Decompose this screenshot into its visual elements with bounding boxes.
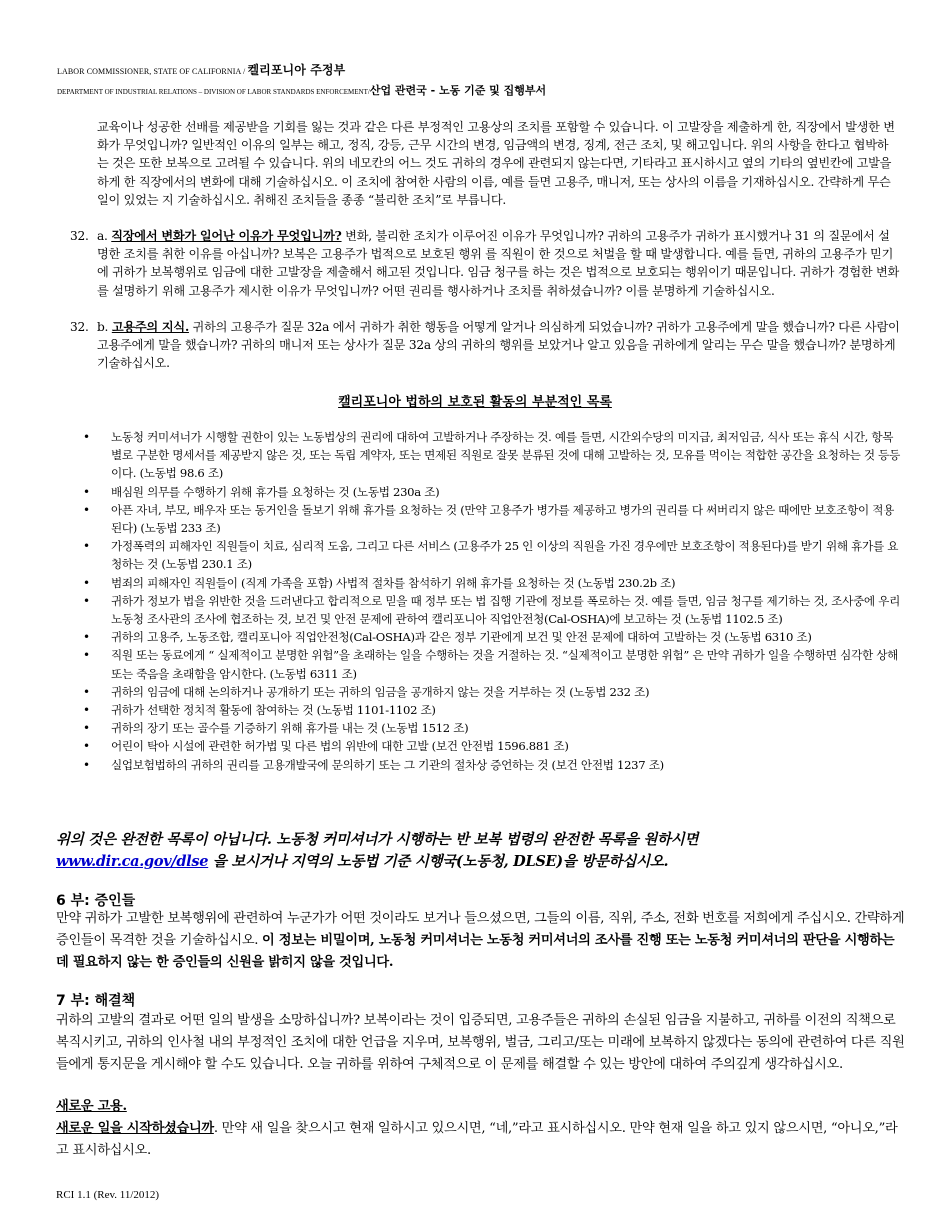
header-separator: /: [240, 67, 248, 76]
question-letter: b.: [97, 320, 109, 334]
agency-ko: 켈리포니아 주정부: [247, 63, 346, 77]
dlse-website-link[interactable]: www.dir.ca.gov/dlse: [56, 853, 209, 870]
question-number: 32.: [70, 229, 89, 243]
part7-text: 귀하의 고발의 결과로 어떤 일의 발생을 소망하십니까? 보복이라는 것이 입증되면, 고용주들은 귀하의 손실된 임금을 지불하고, 귀하를 이전의 직책으로 복직시키고, 귀하의 인사철 내의 부정적인 조치에 대한 언급을 지우며, 보복행위, 벌금, 그리고/또는 미래에 보복하지 않겠다는 동의에 관련하여 다른 직원들에게 통지문을 게시해야 할 수도 있습니다. 오늘 귀하를 위하여 구체적으로 이 문제를 해결할 수 있는 방안에 대하여 주의깊게 생각하십시오.: [56, 1013, 905, 1072]
dept-en: DEPARTMENT OF INDUSTRIAL RELATIONS – DIVISION OF LABOR STANDARDS ENFORCEMENT/: [57, 88, 370, 96]
list-item: • 노동청 커미셔너가 시행할 권한이 있는 노동법상의 권리에 대하여 고발하거나 주장하는 것. 예를 들면, 시간외수당의 미지급, 최저임금, 식사 또는 휴식 시간, 항목별로 구분한 명세서를 제공받지 않은 것, 또는 독립 계약자, 또는 면제된 직원로 잘못 분류된 것에 대해 고발하는 것, 모유를 먹이는 적합한 공간을 요청하는 것 등등이다. (노동법 98.6 조): [83, 428, 903, 483]
list-item: • 가정폭력의 피해자인 직원들이 치료, 심리적 도움, 그리고 다른 서비스 (고용주가 25 인 이상의 직원을 가진 경우에만 보호조항이 적용된다)를 받기 위해 휴가를 요청하는 것 (노동법 230.1 조): [83, 537, 903, 573]
list-item: • 직원 또는 동료에게 “ 실제적이고 분명한 위험”을 초래하는 일을 수행하는 것을 거절하는 것. “실제적이고 분명한 위험” 은 만약 귀하가 일을 수행하면 심각한 상해 또는 죽음을 초래함을 암시한다. (노동법 6311 조): [83, 646, 903, 682]
list-item: • 어린이 탁아 시설에 관련한 허가법 및 다른 법의 위반에 대한 고발 (보건 안전법 1596.881 조): [83, 737, 903, 755]
part7-heading-text: 부: 해결책: [65, 993, 136, 1009]
part6-heading-text: 부: 증인들: [65, 893, 136, 909]
incomplete-list-notice: [56, 829, 916, 873]
question-body: [97, 318, 900, 373]
list-item: • 귀하가 선택한 정치적 활동에 참여하는 것 (노동법 1101-1102 조): [83, 701, 903, 719]
question-body: [97, 227, 900, 300]
list-item: • 귀하의 장기 또는 골수를 기증하기 위해 휴가를 내는 것 (노동법 1512 조): [83, 719, 903, 737]
dept-ko: 산업 관련국 - 노동 기준 및 집행부서: [369, 84, 547, 97]
part7-heading: [56, 990, 135, 1010]
notice-line1: 위의 것은 완전한 목록이 아닙니다. 노동청 커미셔너가 시행하는 반 보복 법령의 완전한 목록을 원하시면: [56, 831, 699, 848]
part7-heading-num: 7: [56, 993, 66, 1009]
form-revision-footer: RCI 1.1 (Rev. 11/2012): [56, 1189, 160, 1201]
protected-activities-title: 캘리포니아 법하의 보호된 활동의 부분적인 목록: [338, 395, 612, 410]
new-employment-question-text: . 만약 새 일을 찾으시고 현재 일하시고 있으시면, “네,”라고 표시하십시오. 만약 현재 일을 하고 있지 않으시면, “아니오,”라고 표시하십시오.: [56, 1121, 898, 1158]
question-text: 변화, 불리한 조치가 이루어진 이유가 무엇입니까? 귀하의 고용주가 귀하가 표시했거나 31 의 질문에서 설명한 조치를 취한 이유를 아십니까? 보복은 고용주가 법적으로 보호된 행위 를 직원이 한 것으로 처벌을 할 때 발생합니다. 예를 들면, 귀하의 고용주가 믿기에 귀하가 보복행위로 임금에 대한 고발장을 제출해서 해고된 것입니다. 임금 청구를 하는 것은 법적으로 보호되는 행위이기 때문입니다. 귀하가 경험한 변화를 설명하기 위해 고용주가 제시한 이유가 무엇입니까? 어떤 권리를 행사하거나 조치를 취하셨습니까? 이를 분명하게 기술하십시오.: [97, 229, 900, 298]
intro-paragraph: [97, 118, 897, 209]
question-32a: [70, 227, 900, 300]
question-letter: a.: [97, 229, 108, 243]
question-heading: 직장에서 변화가 일어난 이유가 무엇입니까?: [111, 229, 342, 243]
new-employment-heading: 새로운 고용.: [56, 1099, 127, 1114]
list-item: • 귀하의 임금에 대해 논의하거나 공개하기 또는 귀하의 임금을 공개하지 않는 것을 거부하는 것 (노동법 232 조): [83, 683, 903, 701]
intro-text: 교육이나 성공한 선배를 제공받을 기회를 잃는 것과 같은 다른 부정적인 고용상의 조치를 포함할 수 있습니다. 이 고발장을 제출하게 한, 직장에서 발생한 변화가 무엇입니까? 일반적인 이유의 일부는 해고, 정직, 강등, 근무 시간의 변경, 임금액의 변경, 징계, 전근 조치, 및 해고입니다. 위의 사항을 한다고 협박하는 것은 또한 보복으로 고려될 수 있습니다. 위의 네모칸의 어느 것도 귀하의 경우에 관련되지 않는다면, 기타라고 표시하시고 옆의 기타의 옆빈칸에 고발을 하게 한 직장에서의 변화에 대해 기술하십시오. 이 조치에 참여한 사람의 이름, 예를 들면 고용주, 매니저, 또는 상사의 이름을 기재하십시오. 간략하게 무슨 일이 있었는 지 기술하십시오. 취해진 조치들을 종종 “불리한 조치”로 부릅니다.: [97, 120, 895, 207]
notice-line2: 을 보시거나 지역의 노동법 기준 시행국(노동청, DLSE)을 방문하십시오.: [208, 853, 669, 870]
question-text: 귀하의 고용주가 질문 32a 에서 귀하가 취한 행동을 어떻게 알거나 의심하게 되었습니까? 귀하가 고용주에게 말을 했습니까? 다른 사람이 고용주에게 말을 했습니까? 귀하의 매니저 또는 상사가 질문 32a 상의 귀하의 행위를 보았거나 알고 있음을 귀하에게 알리는 무슨 말을 했습니까? 분명하게 기술하십시오.: [97, 320, 900, 371]
part6-body: [56, 908, 906, 974]
protected-activities-list: [83, 428, 903, 774]
header-agency: [57, 61, 345, 78]
new-employment-question: [56, 1118, 906, 1162]
new-employment-section: [56, 1096, 906, 1162]
list-item: • 실업보험법하의 귀하의 권리를 고용개발국에 문의하기 또는 그 기관의 절차상 증언하는 것 (보건 안전법 1237 조): [83, 756, 903, 774]
list-item: • 범죄의 피해자인 직원들이 (직계 가족을 포함) 사법적 절차를 참석하기 위해 휴가를 요청하는 것 (노동법 230.2b 조): [83, 574, 903, 592]
part6-heading: [56, 890, 135, 910]
question-number: 32.: [70, 320, 89, 334]
question-heading: 고용주의 지식.: [111, 320, 189, 334]
header-department: [57, 82, 546, 98]
agency-en: LABOR COMMISSIONER, STATE OF CALIFORNIA: [57, 67, 241, 76]
part6-confidential-text: 이 정보는 비밀이며, 노동청 커미셔너는 노동청 커미셔너의 조사를 진행 또는 노동청 커미셔너의 판단을 시행하는 데 필요하지 않는 한 증인들의 신원을 밝히지 않을 것입니다.: [56, 933, 895, 970]
part7-body: [56, 1010, 906, 1076]
new-employment-question-head: 새로운 일을 시작하셨습니까: [56, 1121, 214, 1136]
part6-heading-num: 6: [56, 893, 66, 909]
list-item: • 배심원 의무를 수행하기 위해 휴가를 요청하는 것 (노동법 230a 조): [83, 483, 903, 501]
list-item: • 아픈 자녀, 부모, 배우자 또는 동거인을 돌보기 위해 휴가를 요청하는 것 (만약 고용주가 병가를 제공하고 병가의 권리를 다 써버리지 않은 때에만 보호조항이 적용된다) (노동법 233 조): [83, 501, 903, 537]
part6-text: 만약 귀하가 고발한 보복행위에 관련하여 누군가가 어떤 것이라도 보거나 들으셨으면, 그들의 이름, 직위, 주소, 전화 번호를 저희에게 주십시오. 간략하게 증인들이 목격한 것을 기술하십시오.: [56, 911, 905, 948]
list-item: • 귀하의 고용주, 노동조합, 캘리포니아 직업안전청(Cal-OSHA)과 같은 정부 기관에게 보건 및 안전 문제에 대하여 고발하는 것 (노동법 6310 조): [83, 628, 903, 646]
list-item: • 귀하가 정보가 법을 위반한 것을 드러낸다고 합리적으로 믿을 때 정부 또는 법 집행 기관에 정보를 폭로하는 것. 예를 들면, 임금 청구를 제기하는 것, 조사중에 우리 노동청 조사관의 조사에 협조하는 것, 보건 및 안전 문제에 관하여 캘리포니아 직업안전청(Cal-OSHA)에 보고하는 것 (노동법 1102.5 조): [83, 592, 903, 628]
question-32b: [70, 318, 900, 373]
